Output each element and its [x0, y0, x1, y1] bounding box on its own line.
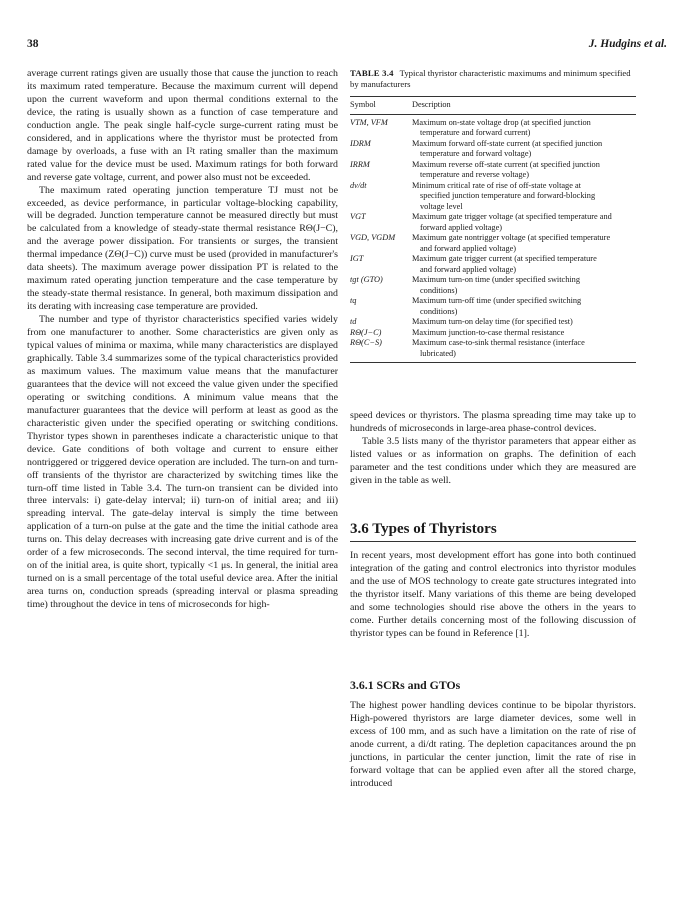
table-row: [350, 181, 636, 213]
table-bottom-rule: [350, 362, 636, 363]
description-line: Maximum gate trigger voltage (at specified temperature and: [412, 212, 612, 221]
left-column: [27, 68, 338, 612]
table-cell-symbol: RΘ(J−C): [350, 327, 382, 337]
description-line: lubricated): [420, 348, 456, 358]
table-cell-symbol: RΘ(C−S): [350, 338, 382, 347]
section-rule: [350, 541, 636, 542]
table-header-rule: [350, 114, 636, 115]
description-line: Maximum turn-on time (under specified switching: [412, 275, 580, 284]
description-line: Maximum gate nontrigger voltage (at specified temperature: [412, 233, 611, 242]
paragraph: speed devices or thyristors. The plasma spreading time may take up to hundreds of microseconds in large-area phase-control devices.: [350, 410, 636, 434]
table-row: [350, 254, 636, 275]
description-line: forward applied voltage): [420, 222, 503, 232]
table-caption: [350, 68, 636, 90]
description-line: Maximum turn-on delay time (for specified test): [412, 317, 573, 326]
paragraph: Table 3.5 lists many of the thyristor parameters that appear either as listed values or as information on graphs. The definition of each parameter and the test conditions under which they are measured are given in the table as well.: [350, 435, 636, 486]
paragraph: The highest power handling devices continue to be bipolar thyristors. High-powered thyristors are large diameter devices, some well in excess of 100 mm, and as such have a limitation on the rate of rise of anode current, a di/dt rating. The depletion capacitances around the pn junctions, in particular the center junction, limit the rate of rise in forward voltage that can be applied even after all the stored charge, introduced: [350, 700, 636, 789]
description-line: conditions): [420, 285, 458, 295]
description-line: and forward applied voltage): [420, 243, 517, 253]
table-cell-symbol: td: [350, 317, 357, 326]
table-row: [350, 275, 636, 296]
description-line: Minimum critical rate of rise of off-state voltage at: [412, 180, 581, 190]
description-line: temperature and forward voltage): [420, 149, 532, 158]
paragraph: The number and type of thyristor characteristics specified varies widely from one manufacturer to another. Some characteristics are given only as typical values of minima or maxima, while many characteristics are displayed graphically. Table 3.4 summarizes some of the typical characteristics provided as maximum values. The maximum value means that the manufacturer guarantees that the device will not exceed the value given under the specified operating or switching conditions. A minimum value means that the manufacturer guarantees that the device will perform at least as good as the characteristic given under the specified operating or switching conditions. Thyristor types shown in parentheses indicate a characteristic unique to that device. Gate conditions of both voltage and current to ensure either nontriggered or triggered device operation are included. The turn-on and turn-off transients of the thyristor are characterized by switching times like the turn-off time listed in Table 3.4. The turn-on transient can be divided into three intervals: i) gate-delay interval; ii) turn-on of initial area; and iii) spreading interval. The gate-delay interval is simply the time between application of a turn-on pulse at the gate and the time the initial cathode area turns on. This delay decreases with increasing gate drive current and is of the order of a few microseconds. The second interval, the time required for turn-on of the initial area, is quite short, typically <1 μs. In general, the initial area turned on is a small percentage of the total useful device area. After the initial area turns on, conduction spreads (spreading interval or plasma spreading time) throughout the device in tens of microseconds for high-: [27, 314, 338, 611]
description-line: Maximum case-to-sink thermal resistance (interface: [412, 338, 585, 347]
right-column-section-body: [350, 550, 636, 641]
table-cell-description: [408, 275, 636, 296]
table-3-4: [350, 68, 636, 363]
description-line: conditions): [420, 306, 458, 316]
table-cell-description: [408, 328, 636, 339]
table-cell-symbol: VGD, VGDM: [350, 233, 396, 242]
table-cell-symbol: IGT: [350, 254, 364, 263]
table-row: [350, 212, 636, 233]
description-line: temperature and reverse voltage): [420, 170, 529, 179]
subsection-title: 3.6.1 SCRs and GTOs: [350, 678, 461, 692]
description-line: Maximum junction-to-case thermal resistance: [412, 327, 565, 337]
table-cell-description: [408, 296, 636, 317]
table-row: [350, 317, 636, 328]
running-header-authors: J. Hudgins et al.: [588, 38, 667, 50]
column-header-description: Description: [412, 100, 451, 109]
table-row: [350, 160, 636, 181]
table-row: [350, 118, 636, 139]
table-cell-description: [408, 317, 636, 328]
description-line: Maximum forward off-state current (at specified junction: [412, 138, 603, 148]
description-line: Maximum turn-off time (under specified switching: [412, 296, 582, 305]
table-cell-symbol: dv/dt: [350, 180, 367, 190]
table-cell-description: [408, 212, 636, 233]
table-cell-symbol: VGT: [350, 212, 366, 221]
table-cell-symbol: tgt (GTO): [350, 275, 383, 284]
table-header-row: [350, 97, 636, 114]
table-cell-description: [408, 181, 636, 213]
description-line: voltage level: [420, 201, 463, 211]
table-cell-symbol: VTM, VFM: [350, 117, 388, 127]
table-cell-description: [408, 338, 636, 359]
column-header-symbol: Symbol: [350, 100, 376, 109]
description-line: specified junction temperature and forward-blocking: [420, 191, 596, 200]
paragraph: In recent years, most development effort has gone into both continued integration of the gating and control electronics into thyristor modules and the use of MOS technology to create gate structures integrated into the thyristor itself. Many variations of this theme are being developed and some technologies should rise above the others in the years to come. Further details concerning most of the following discussion of thyristor types can be found in Reference [1].: [350, 550, 636, 639]
description-line: temperature and forward current): [420, 128, 531, 137]
right-column-top: [350, 410, 636, 488]
paragraph: The maximum rated operating junction temperature TJ must not be exceeded, as device performance, in particular voltage-blocking capability, will be degraded. Junction temperature cannot be measured directly but must be calculated from a knowledge of steady-state thermal resistance RΘ(J−C), and the average power dissipation. For transients or surges, the transient thermal impedance (ZΘ(J−C)) curve must be used (provided in manufacturer's data sheets). The maximum average power dissipation PT is related to the maximum rated operating junction temperature and the case temperature by the steady-state thermal resistance. In general, both maximum dissipation and its derating with increasing case temperature are provided.: [27, 184, 338, 313]
table-cell-symbol: tq: [350, 296, 357, 305]
table-cell-description: [408, 233, 636, 254]
table-body: [350, 118, 636, 360]
page-number: 38: [27, 38, 39, 50]
right-column-subsection-body: [350, 700, 636, 791]
table-cell-description: [408, 118, 636, 139]
table-cell-description: [408, 139, 636, 160]
table-row: [350, 296, 636, 317]
table-row: [350, 338, 636, 359]
description-line: Maximum on-state voltage drop (at specified junction: [412, 117, 591, 127]
description-line: and forward applied voltage): [420, 264, 517, 274]
table-cell-description: [408, 254, 636, 275]
table-cell-symbol: IDRM: [350, 138, 371, 148]
description-line: Maximum gate trigger current (at specified temperature: [412, 254, 597, 263]
table-caption-text: Typical thyristor characteristic maximums and minimum specified by manufacturers: [350, 68, 631, 89]
table-caption-label: TABLE 3.4: [350, 68, 394, 78]
paragraph: average current ratings given are usually those that cause the junction to reach its maximum rated temperature. Because the maximum current will depend upon the current waveform and upon thermal conditions external to the device, the rating is usually shown as a function of case temperature and conduction angle. The peak single half-cycle surge-current rating must be considered, and in applications where the thyristor must be protected from damage by overloads, a fuse with an I²t rating smaller than the maximum rated value for the device must be used. Maximum ratings for both forward and reverse gate voltage, current, and power also must not be exceeded.: [27, 68, 338, 183]
table-row: [350, 328, 636, 339]
table-row: [350, 139, 636, 160]
section-title: 3.6 Types of Thyristors: [350, 521, 497, 537]
section-heading: [350, 521, 636, 538]
table-cell-description: [408, 160, 636, 181]
description-line: Maximum reverse off-state current (at specified junction: [412, 159, 600, 169]
table-row: [350, 233, 636, 254]
table-cell-symbol: IRRM: [350, 159, 370, 169]
